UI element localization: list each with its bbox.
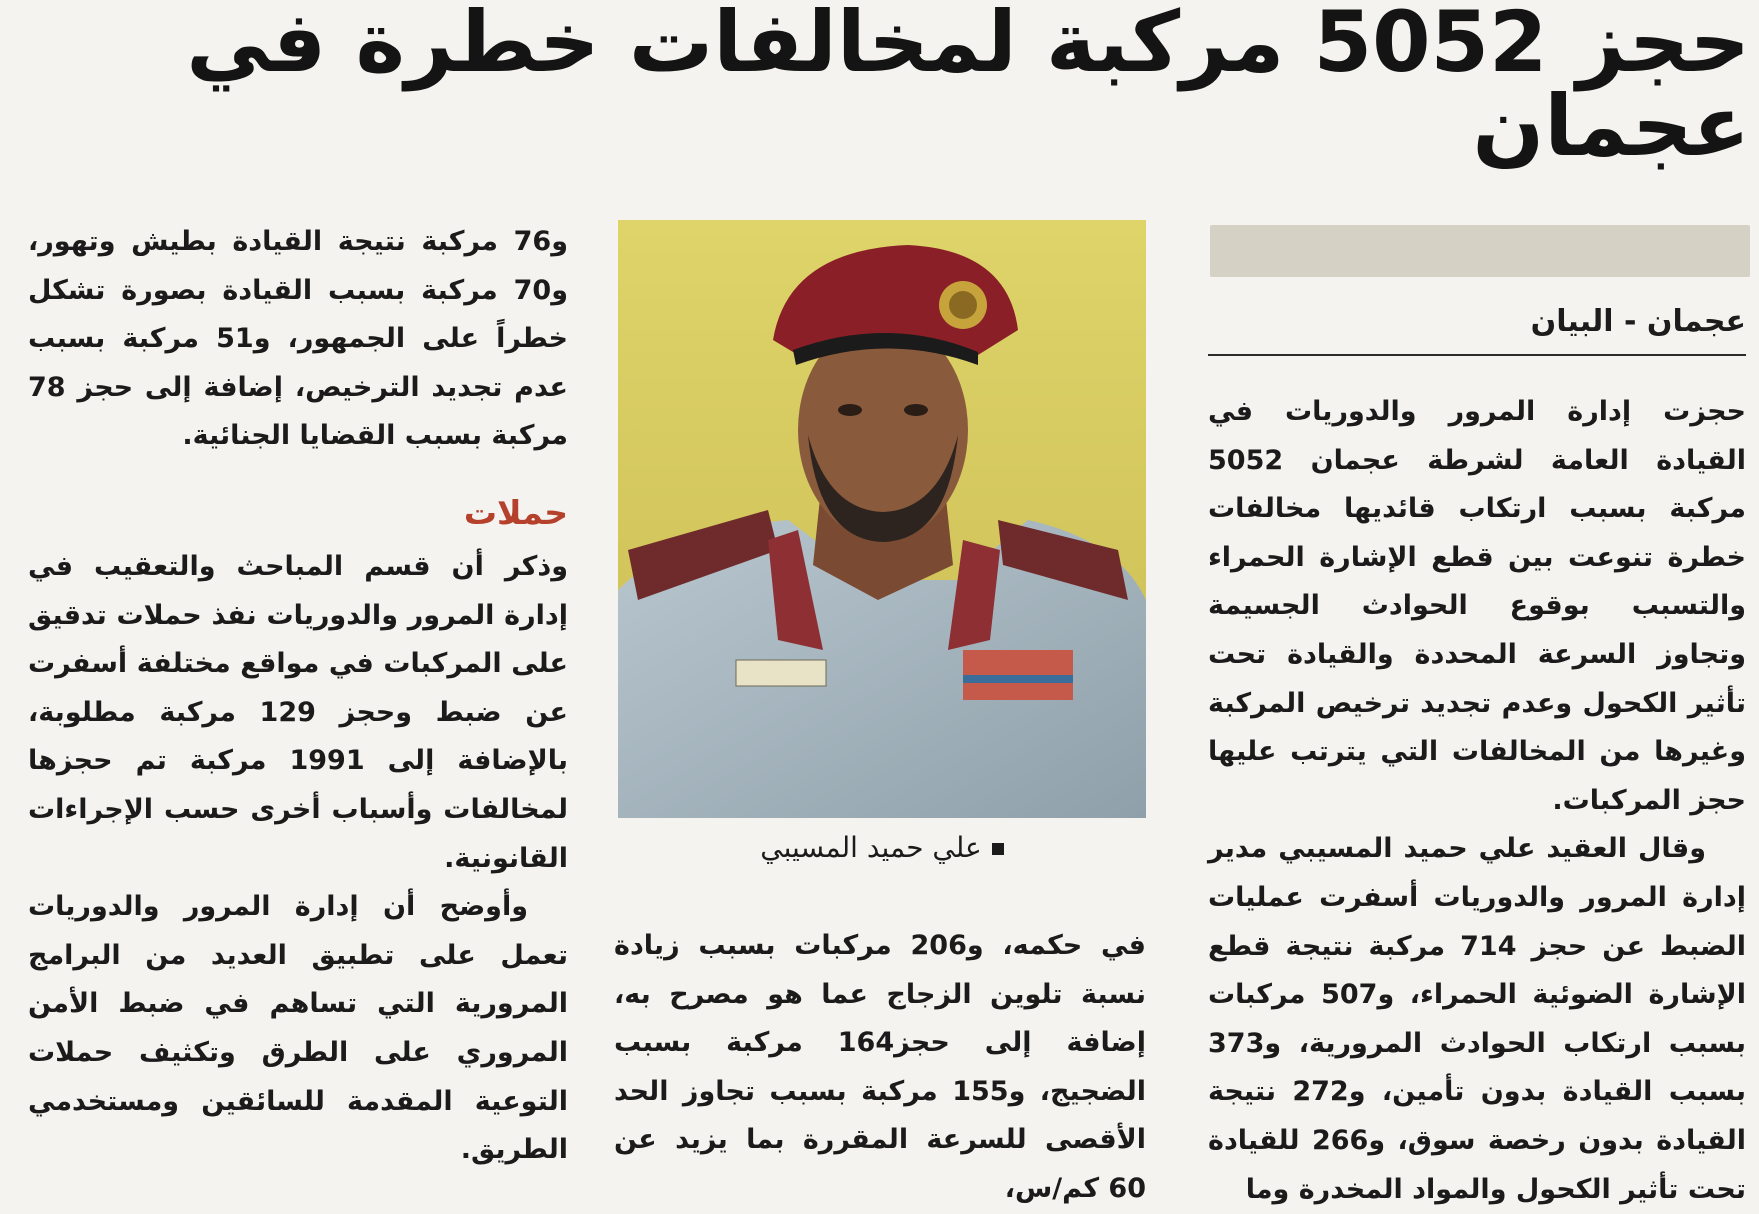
paragraph: في حكمه، و206 مركبات بسبب زيادة نسبة تلوين الزجاج عما هو مصرح به، إضافة إلى حجز164 مركبة بسبب الضجيج، و155 مركبة بسبب تجاوز الحد الأقصى للسرعة المقررة بما يزيد عن 60 كم/س، (614, 930, 1146, 1204)
paragraph: وأوضح أن إدارة المرور والدوريات تعمل على تطبيق العديد من البرامج المرورية التي تساهم في ضبط الأمن المروري على الطرق وتكثيف حملات التوعية المقدمة للسائقين ومستخدمي الطريق. (28, 891, 568, 1166)
article-byline: عجمان - البيان (1208, 300, 1746, 356)
paragraph: وذكر أن قسم المباحث والتعقيب في إدارة المرور والدوريات نفذ حملات تدقيق على المركبات في مواقع مختلفة أسفرت عن ضبط وحجز 129 مركبة مطلوبة، بالإضافة إلى 1991 مركبة تم حجزها لمخالفات وأسباب أخرى حسب الإجراءات القانونية. (28, 550, 568, 874)
bleed-through-bar (1210, 225, 1750, 277)
article-headline: حجز 5052 مركبة لمخالفات خطرة في عجمان (186, 0, 1750, 175)
photo-caption (618, 828, 1146, 868)
paragraph: و76 مركبة نتيجة القيادة بطيش وتهور، و70 مركبة بسبب القيادة بصورة تشكل خطراً على الجمهور، و51 مركبة بسبب عدم تجديد الترخيص، إضافة إلى حجز 78 مركبة بسبب القضايا الجنائية. (28, 226, 568, 452)
paragraph: حجزت إدارة المرور والدوريات في القيادة العامة لشرطة عجمان 5052 مركبة بسبب ارتكاب قائديها مخالفات خطرة تنوعت بين قطع الإشارة الحمراء والتسبب بوقوع الحوادث الجسيمة وتجاوز السرعة المحددة والقيادة تحت تأثير الكحول وعدم تجديد ترخيص المركبة وغيرها من المخالفات التي يترتب عليها حجز المركبات. (1208, 396, 1746, 816)
caption-bullet-icon (992, 843, 1004, 855)
article-column-middle (614, 922, 1146, 1214)
article-column-left (28, 218, 568, 1175)
paragraph: وقال العقيد علي حميد المسيبي مدير إدارة المرور والدوريات أسفرت عمليات الضبط عن حجز 714 مركبة نتيجة قطع الإشارة الضوئية الحمراء، و507 مركبات بسبب ارتكاب الحوادث المرورية، و373 بسبب القيادة بدون تأمين، و272 نتيجة القيادة بدون رخصة سوق، و266 للقيادة تحت تأثير الكحول والمواد المخدرة وما (1208, 833, 1746, 1205)
section-subhead: حملات (463, 492, 568, 532)
article-column-right (1208, 388, 1746, 1214)
portrait-photo (618, 220, 1146, 818)
caption-text: علي حميد المسيبي (760, 831, 982, 864)
